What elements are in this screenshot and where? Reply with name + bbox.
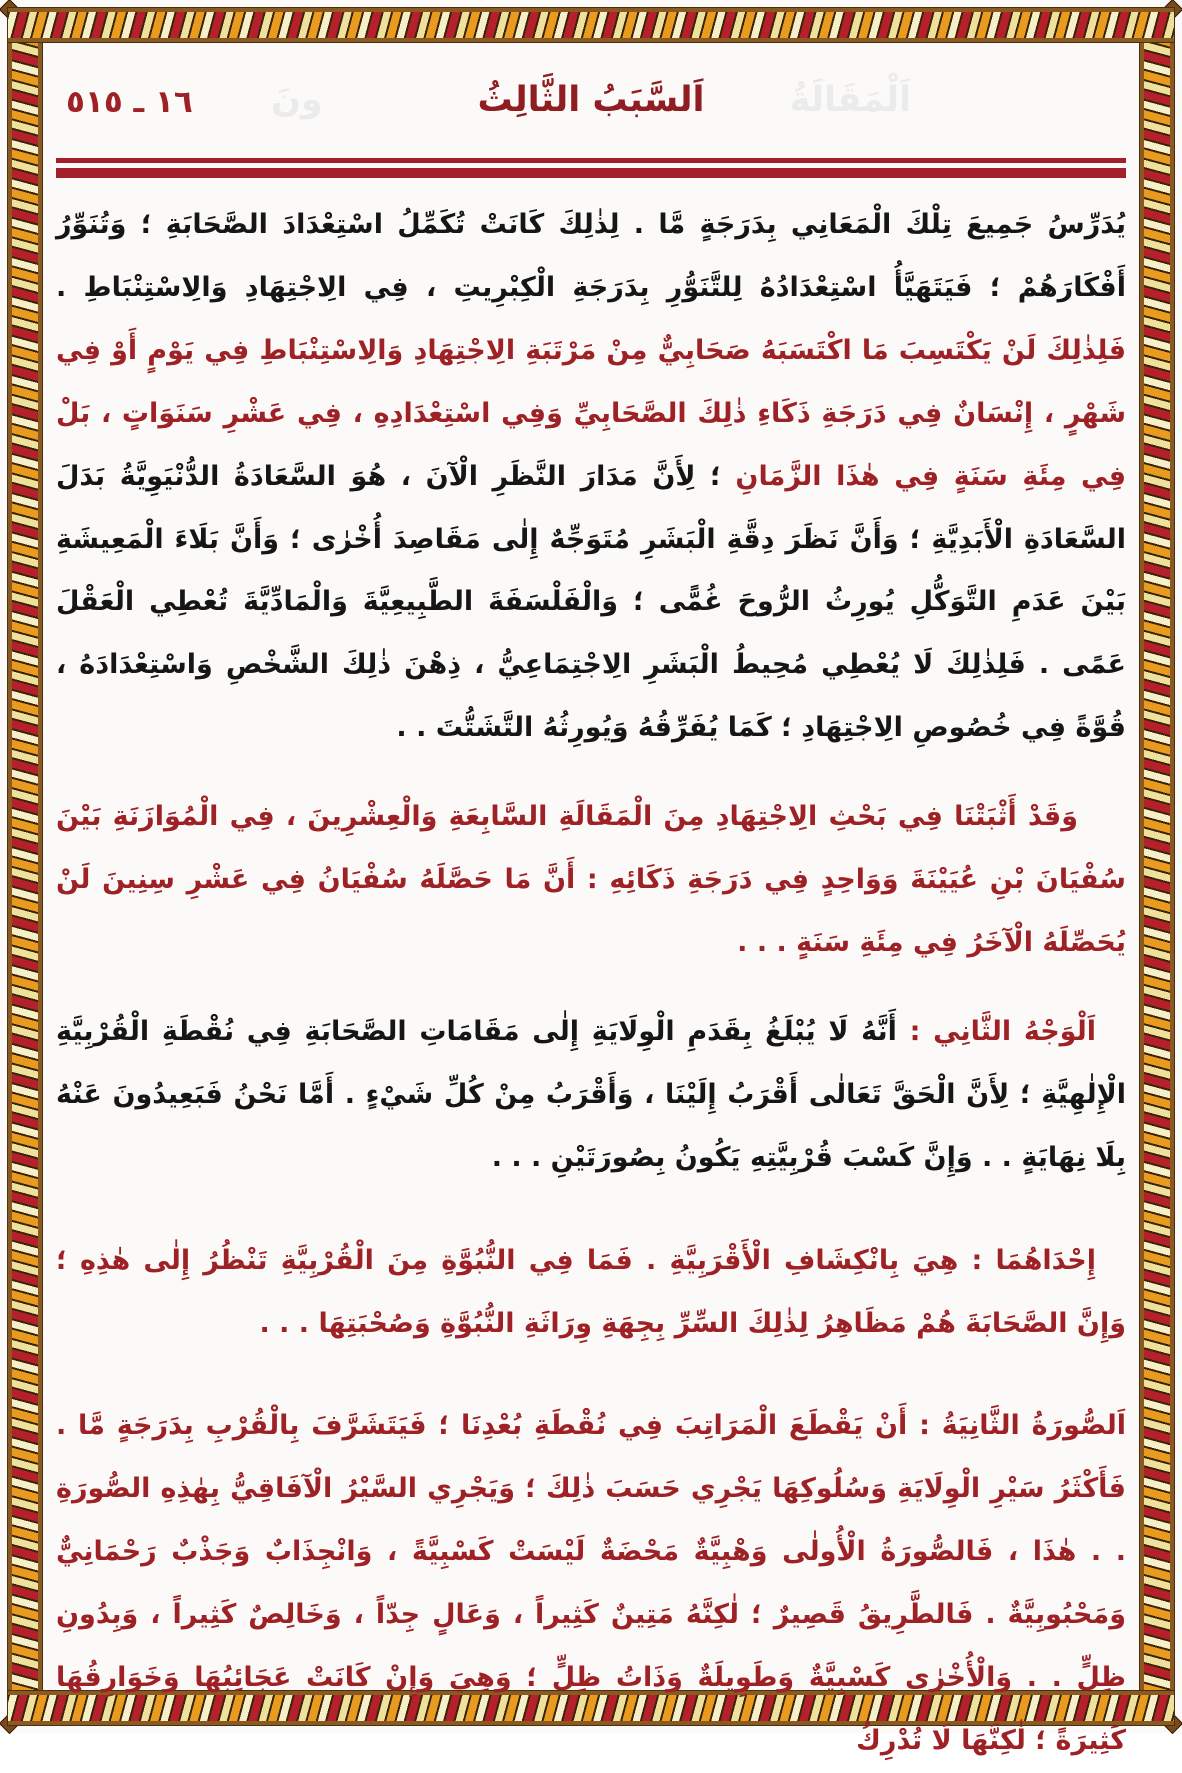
paragraph-2: وَقَدْ أَثْبَتْنَا فِي بَحْثِ الِاجْتِهَادِ مِنَ الْمَقَالَةِ السَّابِعَةِ وَالْعِشْرِينَ ، فِي الْمُوَازَنَةِ بَيْنَ سُفْيَانَ بْنِ عُيَيْنَةَ وَوَاحِدٍ فِي دَرَجَةِ ذَكَائِهِ : أَنَّ مَا حَصَّلَهُ سُفْيَانُ فِي عَشْرِ سِنِينَ لَنْ يُحَصِّلَهُ الْآخَرُ فِي مِئَةِ سَنَةٍ . . . — [56, 801, 1126, 958]
body-text — [56, 194, 1126, 1773]
paragraph-5: اَلصُّورَةُ الثَّانِيَةُ : أَنْ يَقْطَعَ الْمَرَاتِبَ فِي نُقْطَةِ بُعْدِنَا ؛ فَيَتَشَرَّفَ بِالْقُرْبِ بِدَرَجَةٍ مَّا . فَأَكْثَرُ سَيْرِ الْوِلَايَةِ وَسُلُوكِهَا يَجْرِي حَسَبَ ذٰلِكَ ؛ وَيَجْرِي السَّيْرُ الْآفَاقِيُّ بِهٰذِهِ الصُّورَةِ . . هٰذَا ، فَالصُّورَةُ الْأُولٰى وَهْبِيَّةٌ مَحْضَةٌ لَيْسَتْ كَسْبِيَّةً ، وَانْجِذَابٌ وَجَذْبٌ رَحْمَانِيٌّ وَمَحْبُوبِيَّةٌ . فَالطَّرِيقُ قَصِيرٌ ؛ لٰكِنَّهُ مَتِينٌ كَثِيراً ، وَعَالٍ جِدّاً ، وَخَالِصٌ كَثِيراً ، وَبِدُونِ ظِلٍّ . . وَالْأُخْرٰى كَسْبِيَّةٌ وَطَوِيلَةٌ وَذَاتُ ظِلٍّ ؛ وَهِيَ وَإِنْ كَانَتْ عَجَائِبُهَا وَخَوَارِقُهَا كَثِيرَةً ؛ لٰكِنَّهَا لَا تُدْرِكُ — [56, 1410, 1126, 1756]
paragraph-1 — [56, 194, 1126, 760]
paragraph-1-black-tail: ؛ لِأَنَّ مَدَارَ النَّظَرِ الْآنَ ، هُوَ السَّعَادَةُ الدُّنْيَوِيَّةُ بَدَلَ السَّعَادَةِ الْأَبَدِيَّةِ ؛ وَأَنَّ نَظَرَ دِقَّةِ الْبَشَرِ مُتَوَجِّهٌ إِلٰى مَقَاصِدَ أُخْرٰى ؛ وَأَنَّ بَلَاءَ الْمَعِيشَةِ بَيْنَ عَدَمِ التَّوَكُّلِ يُورِثُ الرُّوحَ غُمًّى ؛ وَالْفَلْسَفَةَ الطَّبِيعِيَّةَ وَالْمَادِّيَّةَ تُعْطِي الْعَقْلَ عَمًى . فَلِذٰلِكَ لَا يُعْطِي مُحِيطُ الْبَشَرِ الِاجْتِمَاعِيُّ ، ذِهْنَ ذٰلِكَ الشَّخْصِ وَاسْتِعْدَادَهُ ، قُوَّةً فِي خُصُوصِ الِاجْتِهَادِ ؛ كَمَا يُفَرِّقُهُ وَيُورِثُهُ التَّشَتُّتَ . . — [56, 460, 1126, 744]
paragraph-1-black-lead: يُدَرِّسُ جَمِيعَ تِلْكَ الْمَعَانِي بِدَرَجَةٍ مَّا . لِذٰلِكَ كَانَتْ تُكَمِّلُ اسْتِعْدَادَ الصَّحَابَةِ ؛ وَتُنَوِّرُ أَفْكَارَهُمْ ؛ فَيَتَهَيَّأُ اسْتِعْدَادُهُ لِلتَّنَوُّرِ بِدَرَجَةِ الْكِبْرِيتِ ، فِي الِاجْتِهَادِ وَالِاسْتِنْبَاطِ . — [56, 209, 1126, 303]
page-content — [56, 58, 1127, 1756]
ornamental-border-right — [1140, 10, 1174, 1723]
page-header — [56, 58, 1126, 144]
ghost-title-right: اَلْمَقَالَةُ — [789, 80, 911, 120]
paragraph-3-body: أَنَّهُ لَا يُبْلَغُ بِقَدَمِ الْوِلَايَةِ إِلٰى مَقَامَاتِ الصَّحَابَةِ فِي نُقْطَةِ الْقُرْبِيَّةِ الْإِلٰهِيَّةِ ؛ لِأَنَّ الْحَقَّ تَعَالٰى أَقْرَبُ إِلَيْنَا ، وَأَقْرَبُ مِنْ كُلِّ شَيْءٍ . أَمَّا نَحْنُ فَبَعِيدُونَ عَنْهُ بِلَا نِهَايَةٍ . . وَإِنَّ كَسْبَ قُرْبِيَّتِهِ يَكُونُ بِصُورَتَيْنِ . . . — [56, 1015, 1126, 1173]
header-divider-thin — [56, 158, 1126, 163]
page-number: ١٦ ـ ٥١٥ — [66, 84, 193, 120]
header-divider-thick — [56, 168, 1126, 178]
paragraph-3-heading: اَلْوَجْهُ الثَّانِي : — [896, 1015, 1096, 1047]
page-title: اَلسَّبَبُ الثَّالِثُ — [477, 80, 705, 120]
paragraph-3 — [56, 1001, 1126, 1190]
ghost-title-left: ونَ — [271, 80, 323, 120]
paragraph-1-red-passage: فَلِذٰلِكَ لَنْ يَكْتَسِبَ مَا اكْتَسَبَهُ صَحَابِيٌّ مِنْ مَرْتَبَةِ الِاجْتِهَادِ وَالِاسْتِنْبَاطِ فِي يَوْمٍ أَوْ فِي شَهْرٍ ، إِنْسَانٌ فِي دَرَجَةِ ذَكَاءِ ذٰلِكَ الصَّحَابِيِّ وَفِي اسْتِعْدَادِهِ ، فِي عَشْرِ سَنَوَاتٍ ، بَلْ فِي مِئَةِ سَنَةٍ فِي هٰذَا الزَّمَانِ — [56, 334, 1127, 492]
paragraph-4: إِحْدَاهُمَا : هِيَ بِانْكِشَافِ الْأَقْرَبِيَّةِ . فَمَا فِي النُّبُوَّةِ مِنَ الْقُرْبِيَّةِ تَنْظُرُ إِلٰى هٰذِهِ ؛ وَإِنَّ الصَّحَابَةَ هُمْ مَظَاهِرُ لِذٰلِكَ السِّرِّ بِجِهَةِ وِرَاثَةِ النُّبُوَّةِ وَصُحْبَتِهَا . . . — [56, 1244, 1126, 1339]
ornamental-border-left — [8, 10, 42, 1723]
ornamental-border-top — [8, 8, 1174, 42]
